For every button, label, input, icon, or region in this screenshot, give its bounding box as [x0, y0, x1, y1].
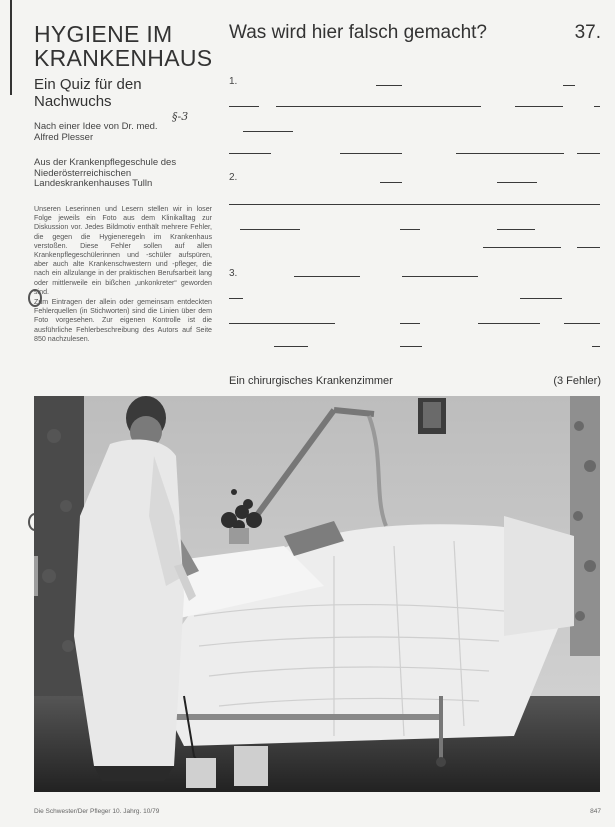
answer-label-3: 3.: [229, 268, 238, 279]
footer-publication: Die Schwester/Der Pfleger 10. Jahrg. 10/79: [34, 808, 160, 815]
intro-text: [34, 205, 212, 345]
answer-line[interactable]: [497, 182, 537, 183]
answer-line[interactable]: [520, 298, 562, 299]
photo-error-count: (3 Fehler): [553, 375, 601, 387]
handwritten-note: §-3: [172, 110, 189, 123]
idea-credit: Nach einer Idee von Dr. med. Alfred Plesser: [34, 121, 158, 143]
answer-line[interactable]: [483, 247, 561, 248]
answer-label-2: 2.: [229, 172, 238, 183]
answer-line[interactable]: [240, 229, 300, 230]
answer-line[interactable]: [376, 85, 402, 86]
photo-caption: Ein chirurgisches Krankenzimmer: [229, 375, 393, 387]
answer-line[interactable]: [515, 106, 563, 107]
answer-line[interactable]: [340, 153, 402, 154]
answer-line[interactable]: [274, 346, 308, 347]
photo-illustration: [34, 396, 600, 792]
answer-line[interactable]: [380, 182, 402, 183]
answer-line[interactable]: [497, 229, 535, 230]
page-number: 847: [590, 808, 601, 815]
answer-line[interactable]: [229, 298, 243, 299]
answer-line[interactable]: [564, 323, 600, 324]
answer-label-1: 1.: [229, 76, 238, 87]
hospital-room-photo: [34, 396, 600, 792]
answer-line[interactable]: [478, 323, 540, 324]
quiz-number: 37.: [574, 22, 601, 43]
quiz-heading: Was wird hier falsch gemacht?: [229, 22, 488, 43]
answer-line[interactable]: [456, 153, 564, 154]
answer-line[interactable]: [294, 276, 360, 277]
answer-line[interactable]: [577, 153, 600, 154]
answer-line[interactable]: [592, 346, 600, 347]
answer-line[interactable]: [229, 204, 600, 205]
answer-line[interactable]: [563, 85, 575, 86]
answer-line[interactable]: [229, 323, 335, 324]
answer-line[interactable]: [400, 229, 420, 230]
answer-line[interactable]: [276, 106, 481, 107]
answer-line[interactable]: [229, 153, 271, 154]
answer-line[interactable]: [400, 346, 422, 347]
answer-line[interactable]: [229, 106, 259, 107]
intro-paragraph-1: Unseren Leserinnen und Lesern stellen wir in loser Folge jeweils ein Foto aus dem Klinikalltag zur Diskussion vor. Jedes Bildmotiv enthält mehrere Fehler, die gegen die Hygieneregeln im Krankenhaus verstoßen. Diese Fehler sollen auf allen Krankenpflegeschülerinnen und -schüler aufspüren, aber auch alte Krankenschwestern und -pfleger, die nach ein allzulange in der praktischen Berufsarbeit lang oder mittlerweile ein bißchen „unkonkreter“ geworden sind.: [34, 205, 212, 296]
article-subtitle: Ein Quiz für den Nachwuchs: [34, 76, 142, 110]
intro-paragraph-2: Zum Eintragen der allein oder gemeinsam entdeckten Fehlerquellen (in Stichworten) sind die Linien über dem Foto vorgesehen. Zur eigenen Kontrolle ist die ausführliche Fehlerbeschreibung des Autors auf Seite 850 nachzulesen.: [34, 298, 212, 343]
answer-line[interactable]: [577, 247, 600, 248]
answer-line[interactable]: [402, 276, 478, 277]
page-edge-line: [10, 0, 12, 95]
answer-line[interactable]: [594, 106, 600, 107]
article-title: HYGIENE IM KRANKENHAUS: [34, 21, 213, 71]
school-credit: Aus der Krankenpflegeschule des Niederösterreichischen Landeskrankenhauses Tulln: [34, 157, 177, 189]
answer-line[interactable]: [400, 323, 420, 324]
answer-line[interactable]: [243, 131, 293, 132]
